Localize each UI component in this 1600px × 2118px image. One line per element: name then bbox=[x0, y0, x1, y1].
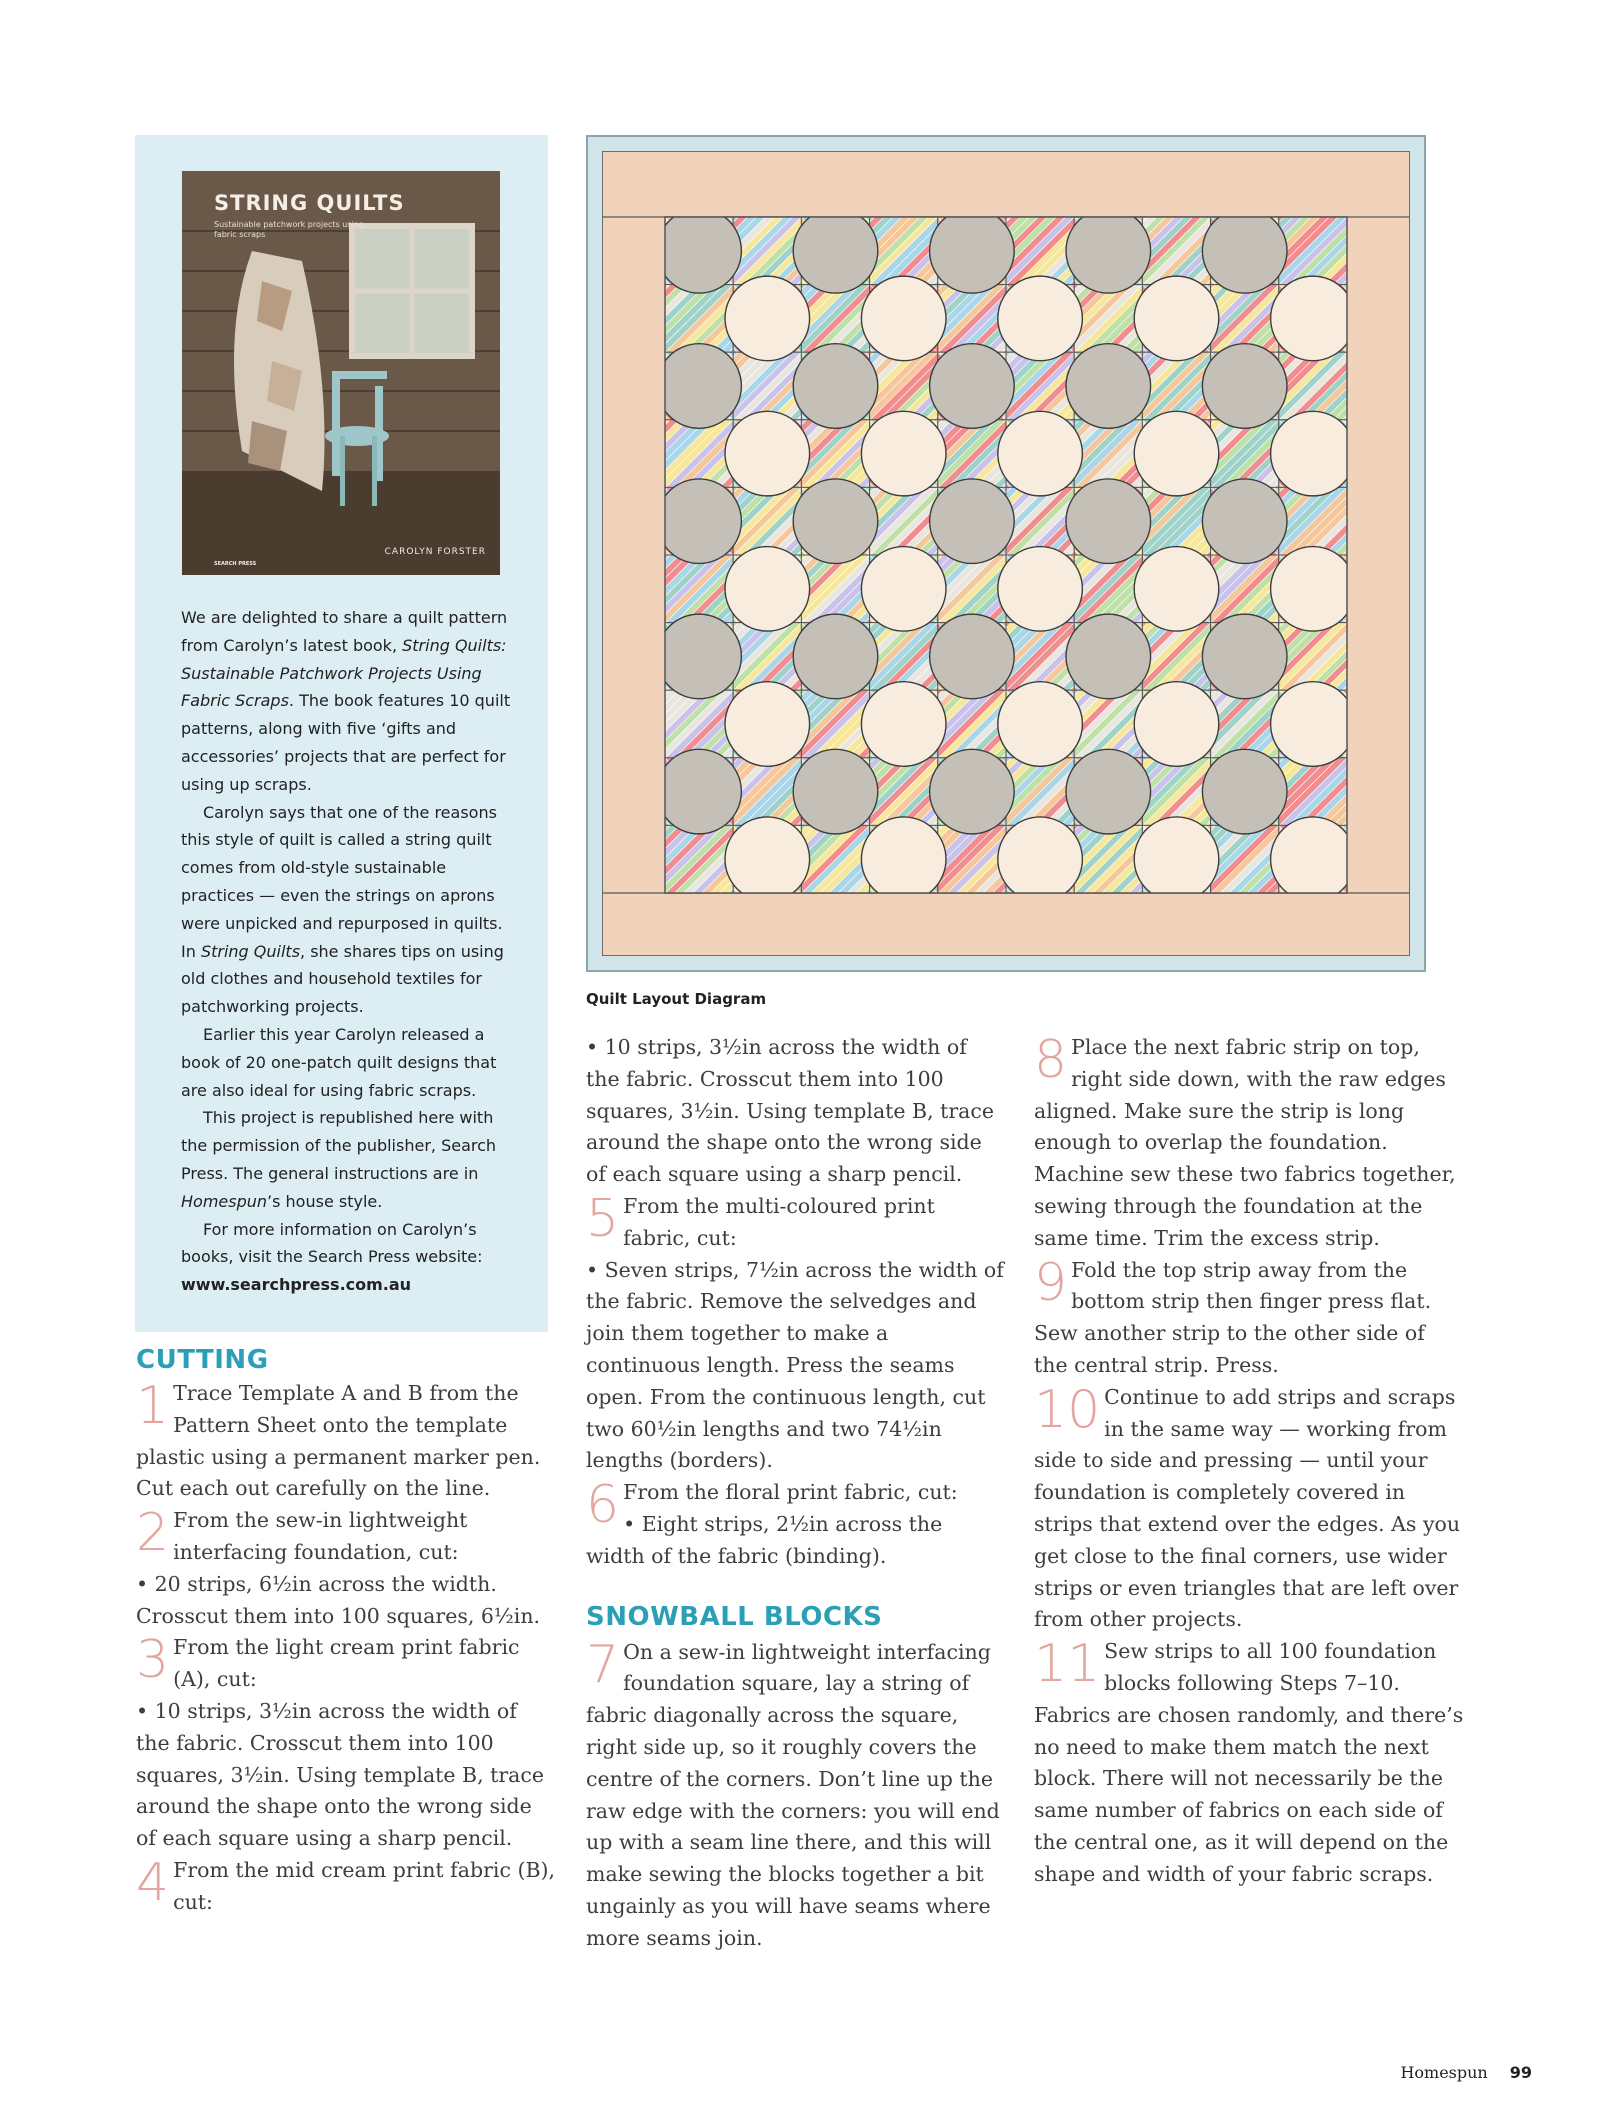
step-11 bbox=[1034, 1636, 1464, 1890]
step-9 bbox=[1034, 1252, 1464, 1382]
snowball-circle bbox=[1134, 547, 1219, 632]
step-number: 6 bbox=[586, 1475, 620, 1536]
snowball-circle bbox=[930, 344, 1015, 429]
diagram-caption: Quilt Layout Diagram bbox=[586, 990, 767, 1008]
snowball-circle bbox=[1271, 682, 1356, 767]
step-3 bbox=[136, 1632, 556, 1855]
step-number: 9 bbox=[1034, 1252, 1068, 1313]
magazine-name: Homespun bbox=[1400, 2063, 1488, 2082]
snowball-circle bbox=[1066, 614, 1151, 699]
snowball-circle bbox=[930, 479, 1015, 564]
step-text: From the multi-coloured print fabric, cut: bbox=[623, 1193, 935, 1250]
snowball-circle bbox=[861, 547, 946, 632]
step-number: 8 bbox=[1034, 1030, 1068, 1090]
snowball-circle bbox=[1066, 479, 1151, 564]
step-number: 5 bbox=[586, 1188, 620, 1249]
snowball-circle bbox=[657, 614, 742, 699]
quilt-block-grid bbox=[602, 209, 1410, 902]
step-number: 10 bbox=[1034, 1379, 1101, 1440]
sidebar-paragraph-3: Earlier this year Carolyn released a book of 20 one-patch quilt designs that are also ideal for using fabric scraps. bbox=[181, 1024, 497, 1100]
step-text: From the floral print fabric, cut: bbox=[623, 1480, 958, 1505]
snowball-circle bbox=[793, 614, 878, 699]
snowball-circle bbox=[1066, 209, 1151, 294]
snowball-circle bbox=[930, 749, 1015, 834]
snowball-circle bbox=[793, 749, 878, 834]
sidebar-text-run: , she shares tips on using old clothes and household textiles for patchworking projects. bbox=[181, 941, 504, 1017]
sidebar-text-run: We are delighted to share a quilt pattern from Carolyn’s latest book, bbox=[181, 608, 508, 655]
snowball-circle bbox=[861, 682, 946, 767]
cover-title: STRING QUILTS bbox=[214, 191, 405, 215]
snowball-circle bbox=[1271, 547, 1356, 632]
step-7 bbox=[586, 1634, 1006, 1955]
step-4 bbox=[136, 1852, 556, 1919]
cover-subtitle: Sustainable patchwork projects using fabric scraps bbox=[214, 220, 364, 239]
snowball-circle bbox=[1134, 276, 1219, 361]
snowball-circle bbox=[1202, 479, 1287, 564]
step-number: 4 bbox=[136, 1852, 170, 1913]
snowball-circle bbox=[1202, 749, 1287, 834]
snowball-circle bbox=[998, 682, 1083, 767]
step-1 bbox=[136, 1378, 556, 1505]
column-2 bbox=[586, 1032, 1006, 1955]
sidebar-paragraph-1 bbox=[181, 604, 521, 799]
snowball-circle bbox=[725, 547, 810, 632]
snowball-circle bbox=[998, 547, 1083, 632]
snowball-circle bbox=[861, 276, 946, 361]
step-6 bbox=[586, 1477, 1006, 1572]
step-bullet: • Seven strips, 7½in across the width of the fabric. Remove the selvedges and join them together to make a continuous length. Press the seams open. From the continuous length, cut two 60½in lengths and two 74½in lengths (borders). bbox=[586, 1257, 1004, 1473]
step-8 bbox=[1034, 1032, 1464, 1255]
step-number: 3 bbox=[136, 1630, 170, 1691]
snowball-circle bbox=[725, 817, 810, 902]
step-4-bullet: • 10 strips, 3½in across the width of the fabric. Crosscut them into 100 squares, 3½in. Using template B, trace around the shape onto the wrong side of each square using a sharp pencil. bbox=[586, 1035, 995, 1187]
step-number: 11 bbox=[1034, 1634, 1101, 1695]
page-footer bbox=[1400, 2063, 1532, 2082]
snowball-circle bbox=[998, 276, 1083, 361]
sidebar-text-run: ’s house style. bbox=[267, 1191, 383, 1211]
step-number: 1 bbox=[136, 1376, 170, 1436]
step-2 bbox=[136, 1505, 556, 1632]
book-title-italic: String Quilts: Sustainable Patchwork Projects Using Fabric Scraps bbox=[181, 635, 507, 711]
step-bullet: • 10 strips, 3½in across the width of the fabric. Crosscut them into 100 squares, 3½in. Using template B, trace around the shape onto the wrong side of each square using a sharp pencil. bbox=[136, 1698, 545, 1851]
snowball-circle bbox=[1202, 344, 1287, 429]
cover-author: CAROLYN FORSTER bbox=[384, 547, 486, 557]
step-text: From the light cream print fabric (A), cut: bbox=[173, 1635, 520, 1692]
snowball-circle bbox=[657, 344, 742, 429]
snowball-circle bbox=[1271, 817, 1356, 902]
sidebar-panel bbox=[135, 135, 548, 1332]
snowball-circle bbox=[657, 209, 742, 294]
snowball-circle bbox=[657, 479, 742, 564]
snowball-circle bbox=[1134, 411, 1219, 496]
book-title-italic: String Quilts bbox=[200, 941, 301, 961]
column-1 bbox=[136, 1342, 556, 1919]
snowball-circle bbox=[1066, 344, 1151, 429]
step-number: 2 bbox=[136, 1503, 170, 1564]
snowball-circle bbox=[793, 209, 878, 294]
snowball-circle bbox=[1202, 209, 1287, 294]
step-10 bbox=[1034, 1379, 1464, 1636]
sidebar-paragraph-5: For more information on Carolyn’s books, visit the Search Press website: bbox=[181, 1219, 483, 1267]
step-text: Continue to add strips and scraps in the same way — working from side to side and pressing — until your foundation is completely covered in strips that extend over the edges. As you get close to the final corners, use wider strips or even triangles that are left over from other projects. bbox=[1034, 1384, 1461, 1632]
page-number: 99 bbox=[1509, 2063, 1532, 2082]
snowball-circle bbox=[793, 344, 878, 429]
sidebar-paragraph-2 bbox=[181, 799, 521, 1021]
cutting-heading: CUTTING bbox=[136, 1345, 269, 1375]
snowball-circle bbox=[1271, 276, 1356, 361]
step-text: From the sew-in lightweight interfacing foundation, cut: bbox=[173, 1508, 468, 1564]
step-bullet: • 20 strips, 6½in across the width. Crosscut them into 100 squares, 6½in. bbox=[136, 1571, 541, 1628]
search-press-link[interactable]: www.searchpress.com.au bbox=[181, 1275, 412, 1295]
sidebar-text bbox=[181, 604, 521, 1299]
sidebar-text-run: Carolyn says that one of the reasons this style of quilt is called a string quilt comes from old-style sustainable practices — even the strings on aprons were unpicked and repurposed in quilts. In bbox=[181, 802, 503, 961]
snowball-circle bbox=[998, 411, 1083, 496]
book-cover-image bbox=[182, 171, 500, 575]
step-text: Fold the top strip away from the bottom strip then finger press flat. Sew another strip to the other side of the central strip. Press. bbox=[1034, 1257, 1432, 1377]
step-5 bbox=[586, 1188, 1006, 1477]
snowball-circle bbox=[1134, 817, 1219, 902]
column-3 bbox=[1034, 1032, 1464, 1891]
snowball-circle bbox=[930, 209, 1015, 294]
cover-publisher: SEARCH PRESS bbox=[214, 561, 257, 567]
step-text: From the mid cream print fabric (B), cut: bbox=[173, 1857, 556, 1914]
quilt-layout-diagram bbox=[586, 135, 1426, 972]
step-text: On a sew-in lightweight interfacing foundation square, lay a string of fabric diagonally across the square, right side up, so it roughly covers the centre of the corners. Don’t line up the raw edge with the corners: you will end up with a seam line there, and this will make sewing the blocks together a bit ungainly as you will have seams where more seams join. bbox=[586, 1639, 1000, 1950]
step-bullet: • Eight strips, 2½in across the width of the fabric (binding). bbox=[586, 1511, 943, 1568]
step-number: 7 bbox=[586, 1634, 620, 1695]
snowball-blocks-heading: SNOWBALL BLOCKS bbox=[586, 1601, 883, 1632]
sidebar-paragraph-4 bbox=[181, 1104, 521, 1215]
snowball-circle bbox=[1271, 411, 1356, 496]
sidebar-text-run: This project is republished here with the permission of the publisher, Search Press. The general instructions are in bbox=[181, 1108, 497, 1183]
snowball-circle bbox=[1134, 682, 1219, 767]
magazine-name-italic: Homespun bbox=[181, 1191, 268, 1211]
snowball-circle bbox=[1202, 614, 1287, 699]
step-text: Sew strips to all 100 foundation blocks following Steps 7–10. Fabrics are chosen randomly, and there’s no need to make them match the next block. There will not necessarily be the same number of fabrics on each side of the central one, as it will depend on the shape and width of your fabric scraps. bbox=[1034, 1639, 1464, 1886]
snowball-circle bbox=[930, 614, 1015, 699]
quilt-diagram-svg bbox=[602, 151, 1410, 956]
sidebar-text-run: . The book features 10 quilt patterns, along with five ‘gifts and accessories’ projects that are perfect for using up scraps. bbox=[181, 691, 511, 794]
snowball-circle bbox=[725, 276, 810, 361]
snowball-circle bbox=[657, 749, 742, 834]
step-text: Place the next fabric strip on top, right side down, with the raw edges aligned. Make sure the strip is long enough to overlap the foundation. Machine sew these two fabrics together, sewing through the foundation at the same time. Trim the excess strip. bbox=[1034, 1035, 1456, 1250]
snowball-circle bbox=[861, 817, 946, 902]
snowball-circle bbox=[725, 411, 810, 496]
snowball-circle bbox=[725, 682, 810, 767]
snowball-circle bbox=[1066, 749, 1151, 834]
snowball-circle bbox=[793, 479, 878, 564]
snowball-circle bbox=[998, 817, 1083, 902]
snowball-circle bbox=[861, 411, 946, 496]
step-text: Trace Template A and B from the Pattern Sheet onto the template plastic using a permanent marker pen. Cut each out carefully on the line. bbox=[136, 1381, 541, 1501]
